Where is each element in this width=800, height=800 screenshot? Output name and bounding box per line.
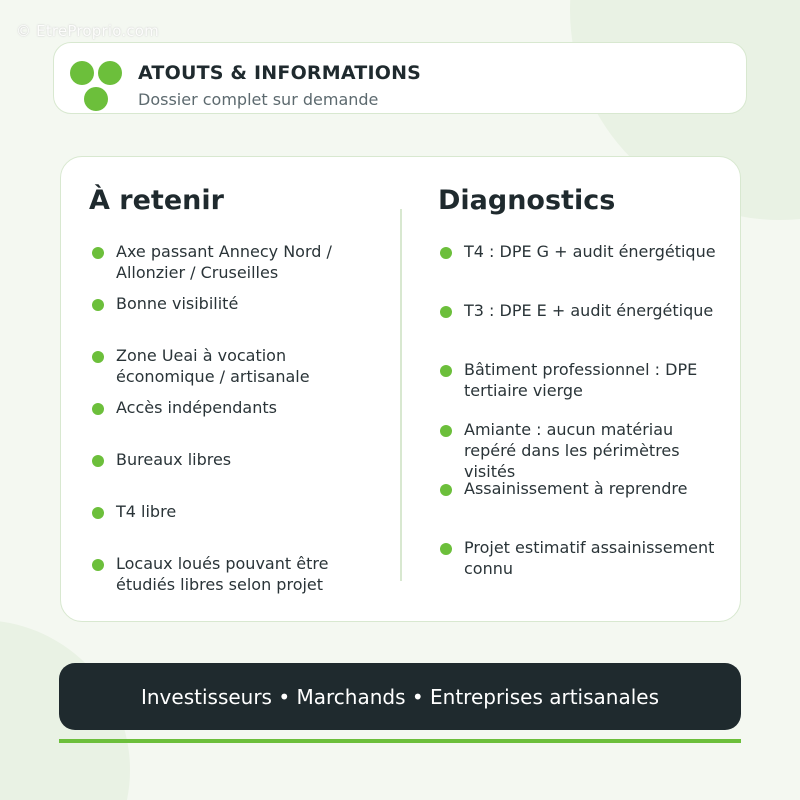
list-item: Accès indépendants (90, 397, 380, 418)
left-column-title: À retenir (89, 185, 224, 216)
accent-line (59, 739, 741, 743)
list-item: Assainissement à reprendre (438, 478, 728, 499)
header-title: ATOUTS & INFORMATIONS (138, 62, 422, 84)
info-card (60, 156, 741, 622)
list-item: Projet estimatif assainissement connu (438, 537, 728, 579)
list-item: T4 : DPE G + audit énergétique (438, 241, 728, 262)
target-audience-banner: Investisseurs • Marchands • Entreprises artisanales (59, 663, 741, 730)
column-divider (400, 209, 402, 581)
list-item: Amiante : aucun matériau repéré dans les périmètres visités (438, 419, 728, 482)
list-item: Axe passant Annecy Nord / Allonzier / Cruseilles (90, 241, 380, 283)
list-item: T3 : DPE E + audit énergétique (438, 300, 728, 321)
list-item: Bâtiment professionnel : DPE tertiaire vierge (438, 359, 728, 401)
header-subtitle: Dossier complet sur demande (138, 90, 379, 109)
right-column-title: Diagnostics (438, 185, 616, 216)
list-item: Bonne visibilité (90, 293, 380, 314)
logo-dots-icon (70, 61, 126, 113)
list-item: Bureaux libres (90, 449, 380, 470)
list-item: Locaux loués pouvant être étudiés libres selon projet (90, 553, 380, 595)
list-item: Zone Ueai à vocation économique / artisanale (90, 345, 380, 387)
header-card (53, 42, 747, 114)
list-item: T4 libre (90, 501, 380, 522)
watermark: © EtreProprio.com (16, 22, 159, 40)
